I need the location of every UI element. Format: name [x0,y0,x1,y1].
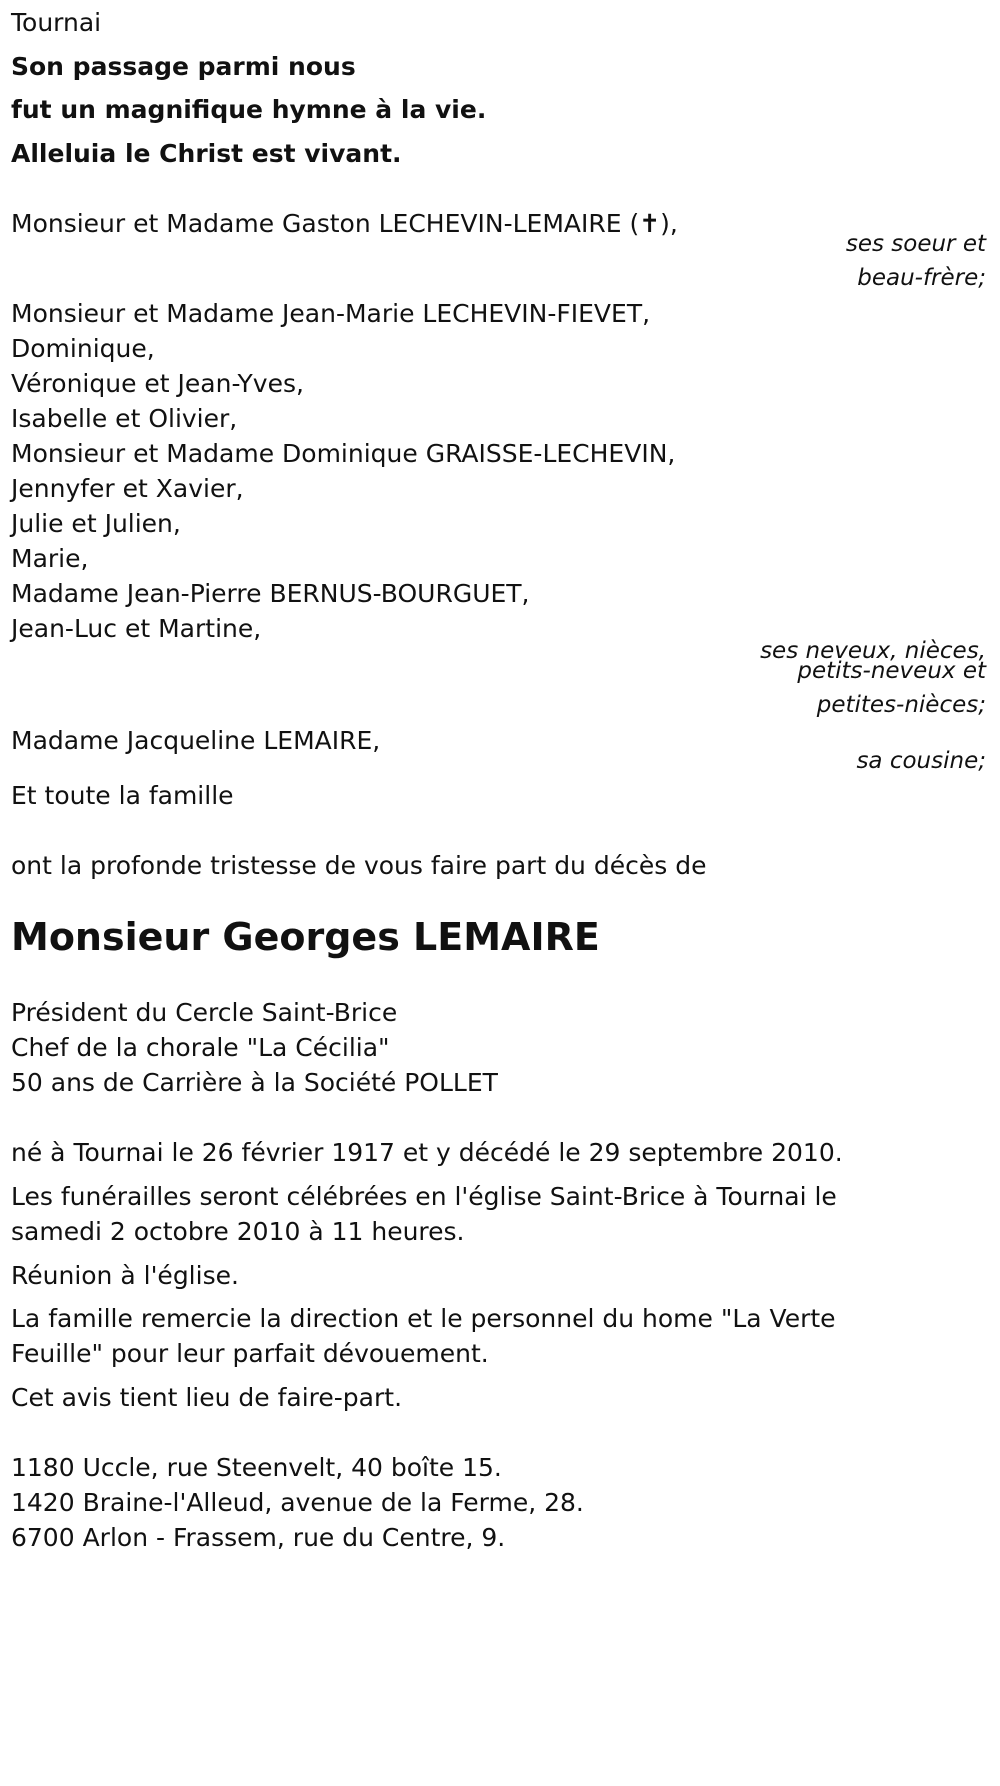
family-member: Julie et Julien, [11,509,181,538]
family-member: Marie, [11,544,89,573]
funeral-info: samedi 2 octobre 2010 à 11 heures. [11,1217,465,1246]
address-line: 1180 Uccle, rue Steenvelt, 40 boîte 15. [11,1453,502,1482]
address-line: 6700 Arlon - Frassem, rue du Centre, 9. [11,1523,506,1552]
family-member: Isabelle et Olivier, [11,404,238,433]
family-member: Madame Jean-Pierre BERNUS-BOURGUET, [11,579,530,608]
relation-label: ses soeur et [845,231,986,257]
epitaph-line: Son passage parmi nous [11,52,356,81]
meeting-info: Réunion à l'église. [11,1261,239,1290]
relation-label: beau-frère; [857,265,986,291]
family-member: Monsieur et Madame Dominique GRAISSE-LECHEVIN, [11,439,676,468]
title-line: Chef de la chorale "La Cécilia" [11,1033,390,1062]
thanks-text: La famille remercie la direction et le personnel du home "La Verte [11,1304,836,1333]
title-line: Président du Cercle Saint-Brice [11,998,398,1027]
epitaph-line: fut un magnifique hymne à la vie. [11,95,487,124]
relation-label: sa cousine; [856,748,986,774]
epitaph-line: Alleluia le Christ est vivant. [11,139,402,168]
family-member: Jennyfer et Xavier, [11,474,244,503]
title-line: 50 ans de Carrière à la Société POLLET [11,1068,498,1097]
thanks-text: Feuille" pour leur parfait dévouement. [11,1339,489,1368]
family-member: Madame Jacqueline LEMAIRE, [11,726,381,755]
birth-death-dates: né à Tournai le 26 février 1917 et y décédé le 29 septembre 2010. [11,1138,843,1167]
relation-label: ses neveux, nièces, [760,638,986,664]
family-member: Dominique, [11,334,155,363]
address-line: 1420 Braine-l'Alleud, avenue de la Ferme, 28. [11,1488,584,1517]
family-closing: Et toute la famille [11,781,234,810]
deceased-name: Monsieur Georges LEMAIRE [11,915,600,959]
funeral-info: Les funérailles seront célébrées en l'église Saint-Brice à Tournai le [11,1182,837,1211]
relation-label: petits-neveux et [797,658,986,684]
family-member: Jean-Luc et Martine, [11,614,262,643]
location: Tournai [11,8,102,37]
family-member: Véronique et Jean-Yves, [11,369,304,398]
notice-line: Cet avis tient lieu de faire-part. [11,1383,403,1412]
family-member: Monsieur et Madame Jean-Marie LECHEVIN-FIEVET, [11,299,651,328]
family-member: Monsieur et Madame Gaston LECHEVIN-LEMAIRE (✝), [11,209,678,238]
relation-label: petites-nièces; [816,692,986,718]
announcement: ont la profonde tristesse de vous faire part du décès de [11,851,707,880]
